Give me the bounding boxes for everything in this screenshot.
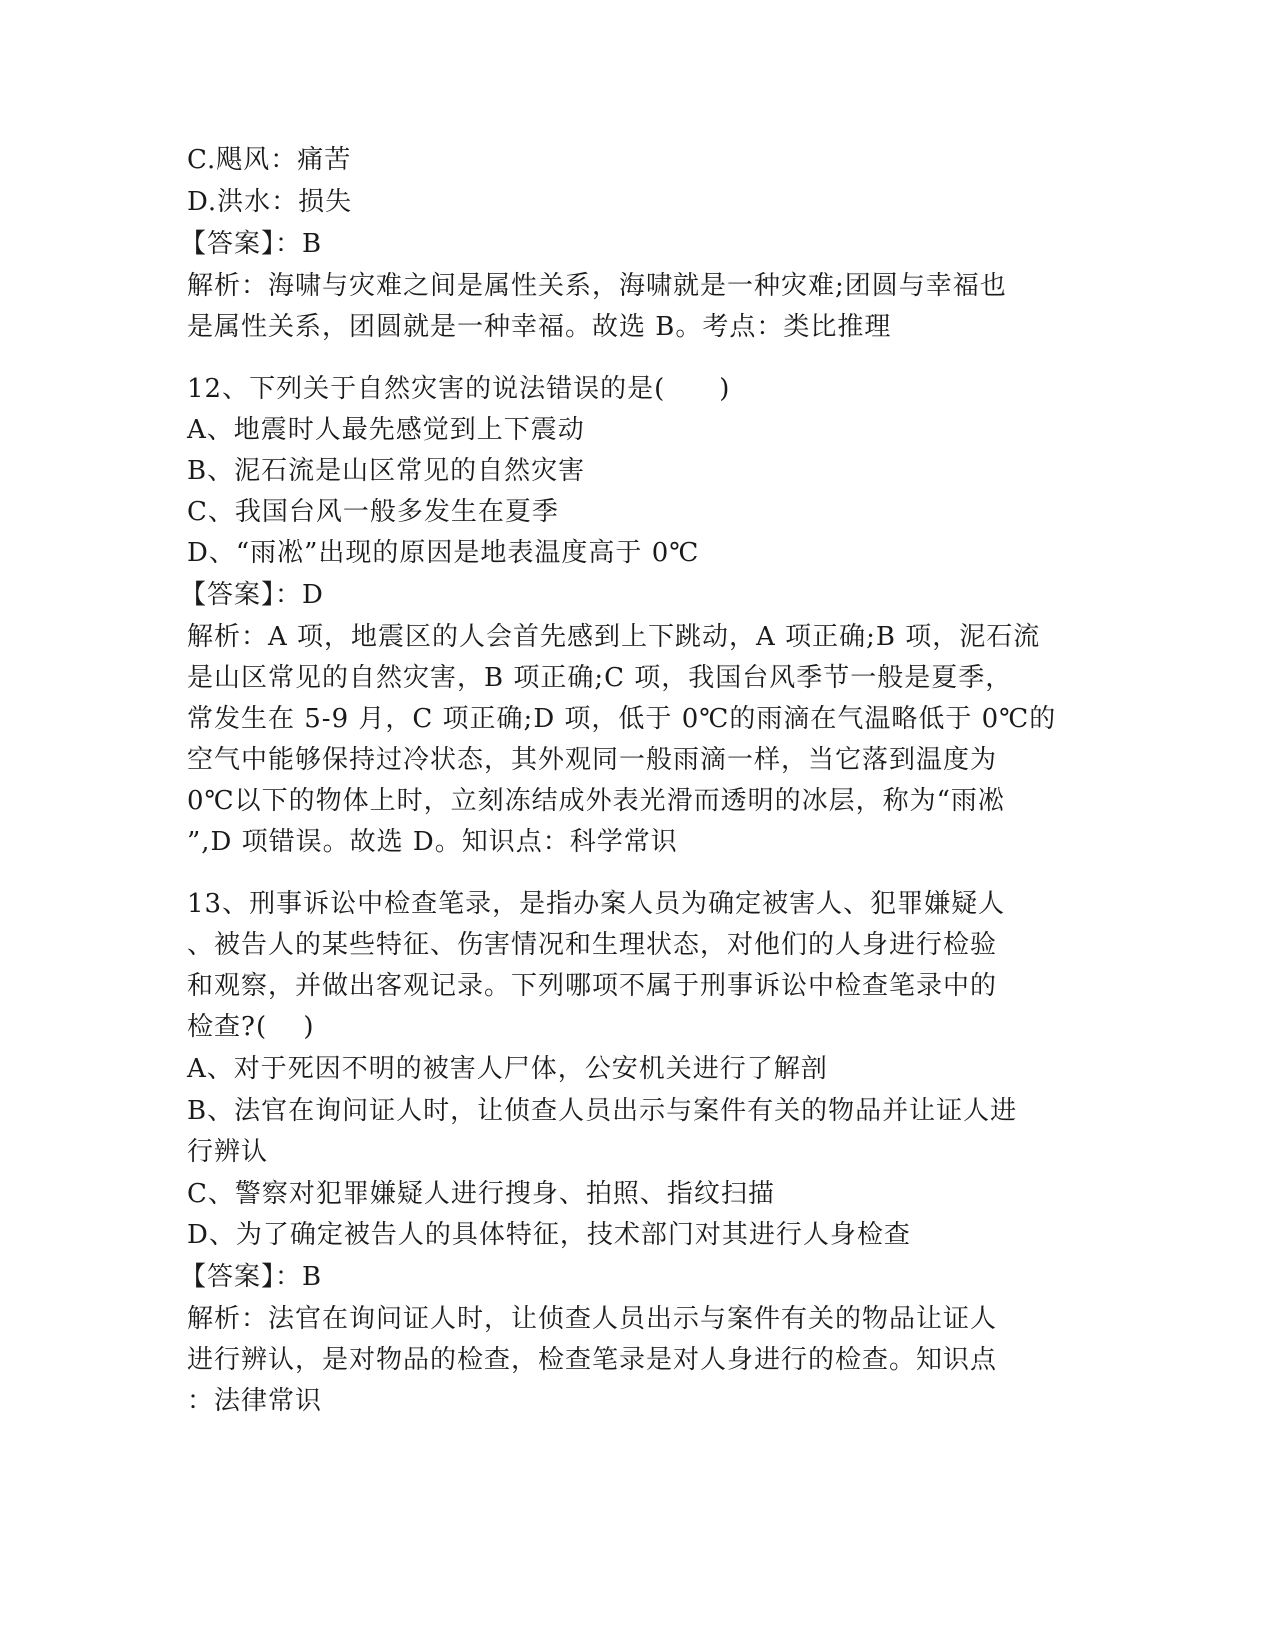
- q12-question: 12、下列关于自然灾害的说法错误的是( ): [187, 374, 731, 404]
- q13-explanation-line: ：法律常识: [187, 1386, 323, 1416]
- q13-explanation-line: 进行辨认，是对物品的检查，检查笔录是对人身进行的检查。知识点: [187, 1345, 998, 1375]
- q12-explanation-line: ”,D 项错误。故选 D。知识点：科学常识: [187, 827, 678, 857]
- q12-option-a: A、地震时人最先感觉到上下震动: [187, 415, 585, 445]
- q13-option-b-cont: 行辨认: [187, 1137, 269, 1167]
- q13-question-line: 13、刑事诉讼中检查笔录，是指办案人员为确定被害人、犯罪嫌疑人: [187, 889, 1006, 919]
- q11-option-c: C.飓风：痛苦: [187, 145, 352, 175]
- q13-option-b: B、法官在询问证人时，让侦查人员出示与案件有关的物品并让证人进: [187, 1096, 1018, 1126]
- q11-answer: 【答案】：B: [180, 229, 323, 259]
- q12-explanation-line: 是山区常见的自然灾害，B 项正确;C 项，我国台风季节一般是夏季，: [187, 663, 1013, 693]
- q13-explanation-line: 解析：法官在询问证人时，让侦查人员出示与案件有关的物品让证人: [187, 1304, 998, 1334]
- q12-option-c: C、我国台风一般多发生在夏季: [187, 497, 559, 527]
- q12-explanation-line: 解析：A 项，地震区的人会首先感到上下跳动，A 项正确;B 项，泥石流: [187, 622, 1041, 652]
- q13-option-c: C、警察对犯罪嫌疑人进行搜身、拍照、指纹扫描: [187, 1179, 775, 1209]
- q12-explanation-line: 空气中能够保持过冷状态，其外观同一般雨滴一样，当它落到温度为: [187, 745, 998, 775]
- q13-question-line: 检查?( ): [187, 1012, 315, 1042]
- q12-explanation-line: 常发生在 5-9 月，C 项正确;D 项，低于 0℃的雨滴在气温略低于 0℃的: [187, 704, 1057, 734]
- q12-answer: 【答案】：D: [180, 580, 324, 610]
- q13-answer: 【答案】：B: [180, 1262, 323, 1292]
- q13-question-line: 、被告人的某些特征、伤害情况和生理状态，对他们的人身进行检验: [187, 930, 998, 960]
- q12-explanation-line: 0℃以下的物体上时，立刻冻结成外表光滑而透明的冰层，称为“雨凇: [187, 786, 1005, 816]
- q11-option-d: D.洪水：损失: [187, 187, 353, 217]
- q13-option-d: D、为了确定被告人的具体特征，技术部门对其进行人身检查: [187, 1220, 911, 1250]
- q12-option-d: D、“雨凇”出现的原因是地表温度高于 0℃: [187, 538, 700, 568]
- q13-option-a: A、对于死因不明的被害人尸体，公安机关进行了解剖: [187, 1054, 828, 1084]
- q13-question-line: 和观察，并做出客观记录。下列哪项不属于刑事诉讼中检查笔录中的: [187, 971, 998, 1001]
- q12-option-b: B、泥石流是山区常见的自然灾害: [187, 456, 586, 486]
- q11-explanation-line: 解析：海啸与灾难之间是属性关系，海啸就是一种灾难;团圆与幸福也: [187, 271, 1007, 301]
- q11-explanation-line: 是属性关系，团圆就是一种幸福。故选 B。考点：类比推理: [187, 312, 892, 342]
